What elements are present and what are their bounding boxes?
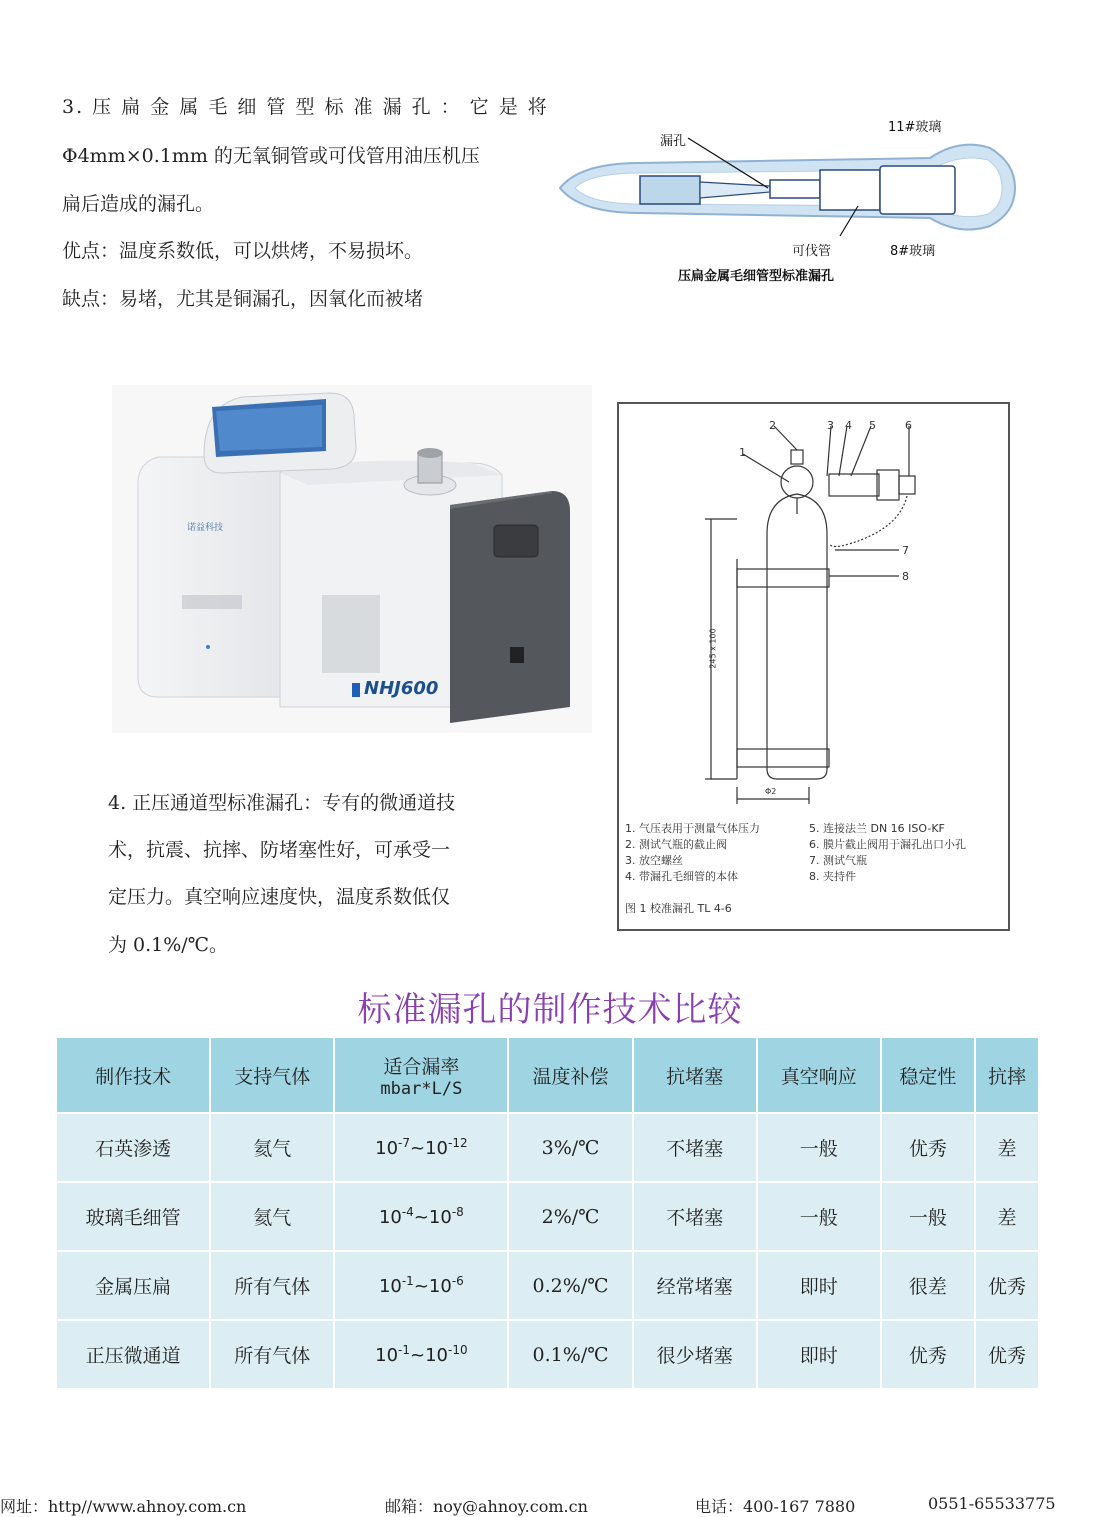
- cell-rate: $10^{-4}\sim 10^{-8}$: [335, 1181, 507, 1250]
- cell-vacuum: 一般: [758, 1181, 880, 1250]
- cell-drop: 优秀: [976, 1319, 1038, 1388]
- rate-lo: 10: [375, 1138, 399, 1159]
- header-tech: 制作技术: [57, 1038, 209, 1112]
- cell-gas: 所有气体: [211, 1250, 333, 1319]
- section3-pros: 优点：温度系数低，可以烘烤，不易损坏。: [62, 240, 424, 262]
- header-stability: 稳定性: [882, 1038, 974, 1112]
- cell-clog: 很少堵塞: [634, 1319, 756, 1388]
- cell-clog: 不堵塞: [634, 1112, 756, 1181]
- legend-item-1: 1. 气压表用于测量气体压力: [625, 822, 760, 835]
- rate-lo-exp: -1: [401, 1274, 414, 1288]
- footer-phone: 电话：400-167 7880: [695, 1497, 856, 1516]
- section4-line-2: 术，抗震、抗摔、防堵塞性好，可承受一: [108, 839, 451, 861]
- capillary-diagram: [540, 108, 1040, 288]
- cell-drop: 差: [976, 1112, 1038, 1181]
- cell-clog: 不堵塞: [634, 1181, 756, 1250]
- machine-image: [112, 385, 592, 733]
- calibration-leak-drawing: [619, 404, 1008, 804]
- cell-temp: 2%/℃: [509, 1181, 631, 1250]
- comparison-table: [55, 1038, 1040, 1388]
- rate-lo-exp: -4: [401, 1205, 414, 1219]
- section3-line-2: Φ4mm×0.1mm 的无氧铜管或可伐管用油压机压: [62, 145, 480, 167]
- figure-calibration-leak: [617, 402, 1010, 931]
- rate-lo-exp: -1: [398, 1343, 410, 1357]
- rate-hi: 10: [425, 1138, 448, 1159]
- cell-tech: 石英渗透: [57, 1112, 209, 1181]
- callout-7: 7: [902, 544, 909, 557]
- dim-width: Φ2: [765, 787, 777, 796]
- rate-lo: 10: [375, 1345, 399, 1366]
- header-rate-label: 适合漏率: [383, 1055, 460, 1078]
- legend-item-5: 5. 连接法兰 DN 16 ISO-KF: [809, 822, 945, 835]
- cell-rate: $10^{-1}\sim 10^{-10}$: [335, 1319, 507, 1388]
- section3-line-3: 扁后造成的漏孔。: [62, 193, 215, 215]
- section3-cons: 缺点：易堵，尤其是铜漏孔，因氧化而被堵: [62, 288, 424, 310]
- cell-temp: 0.1%/℃: [509, 1319, 631, 1388]
- cell-stability: 优秀: [882, 1112, 974, 1181]
- cell-temp: 0.2%/℃: [509, 1250, 631, 1319]
- legend-item-3: 3. 放空螺丝: [625, 854, 683, 867]
- machine-logo: 诺益科技: [187, 523, 224, 533]
- figure1-caption: 压扁金属毛细管型标准漏孔: [678, 269, 835, 284]
- rate-lo-exp: -7: [398, 1136, 410, 1150]
- header-gas: 支持气体: [211, 1038, 333, 1112]
- cell-stability: 一般: [882, 1181, 974, 1250]
- rate-hi-exp: -12: [448, 1136, 468, 1150]
- cell-vacuum: 一般: [758, 1112, 880, 1181]
- footer-website: 网址：http//www.ahnoy.com.cn: [0, 1497, 247, 1516]
- section4-line-1: 4. 正压通道型标准漏孔：专有的微通道技: [108, 792, 456, 814]
- callout-6: 6: [905, 419, 912, 432]
- machine-brand: NHJ600: [364, 678, 439, 699]
- rate-lo: 10: [378, 1207, 402, 1228]
- cell-stability: 优秀: [882, 1319, 974, 1388]
- cell-rate: $10^{-7}\sim 10^{-12}$: [335, 1112, 507, 1181]
- cell-tech: 金属压扁: [57, 1250, 209, 1319]
- callout-1: 1: [739, 446, 746, 459]
- rate-hi-exp: -10: [448, 1343, 468, 1357]
- header-rate: [335, 1038, 507, 1112]
- cell-tech: 玻璃毛细管: [57, 1181, 209, 1250]
- dim-height: 245 x 100: [708, 628, 718, 669]
- footer-email: 邮箱：noy@ahnoy.com.cn: [385, 1497, 588, 1516]
- legend-item-8: 8. 夹持件: [809, 870, 856, 883]
- legend-item-2: 2. 测试气瓶的截止阀: [625, 838, 727, 851]
- leak-detector-illustration: [112, 385, 592, 733]
- table-row: [57, 1319, 1038, 1388]
- label-kovar: 可伐管: [792, 244, 832, 259]
- callout-5: 5: [869, 419, 876, 432]
- label-leak: 漏孔: [660, 134, 687, 149]
- cell-rate: $10^{-1}\sim 10^{-6}$: [335, 1250, 507, 1319]
- section3-line-1: 3. 压 扁 金 属 毛 细 管 型 标 准 漏 孔 ： 它 是 将: [62, 96, 549, 118]
- cell-vacuum: 即时: [758, 1319, 880, 1388]
- label-glass-11: 11#玻璃: [888, 120, 942, 135]
- rate-hi-exp: -6: [451, 1274, 464, 1288]
- header-clog: 抗堵塞: [634, 1038, 756, 1112]
- cell-gas: 氦气: [211, 1181, 333, 1250]
- cell-vacuum: 即时: [758, 1250, 880, 1319]
- cell-gas: 氦气: [211, 1112, 333, 1181]
- rate-hi-exp: -8: [451, 1205, 464, 1219]
- callout-8: 8: [902, 570, 909, 583]
- rate-hi: 10: [428, 1207, 452, 1228]
- cell-gas: 所有气体: [211, 1319, 333, 1388]
- table-row: [57, 1250, 1038, 1319]
- callout-2: 2: [769, 419, 776, 432]
- cell-drop: 差: [976, 1181, 1038, 1250]
- legend-item-4: 4. 带漏孔毛细管的本体: [625, 870, 738, 883]
- label-glass-8: 8#玻璃: [890, 244, 936, 259]
- legend-item-7: 7. 测试气瓶: [809, 854, 867, 867]
- section4-line-3: 定压力。真空响应速度快，温度系数低仅: [108, 886, 451, 908]
- header-vacuum: 真空响应: [758, 1038, 880, 1112]
- table-row: [57, 1181, 1038, 1250]
- cell-temp: 3%/℃: [509, 1112, 631, 1181]
- footer-phone-2: 0551-65533775: [928, 1494, 1056, 1513]
- table-row: [57, 1112, 1038, 1181]
- rate-hi: 10: [428, 1276, 452, 1297]
- cell-drop: 优秀: [976, 1250, 1038, 1319]
- callout-3: 3: [827, 419, 834, 432]
- cell-stability: 很差: [882, 1250, 974, 1319]
- callout-4: 4: [845, 419, 852, 432]
- cell-clog: 经常堵塞: [634, 1250, 756, 1319]
- header-temp: 温度补偿: [509, 1038, 631, 1112]
- rate-hi: 10: [425, 1345, 448, 1366]
- header-drop: 抗摔: [976, 1038, 1038, 1112]
- legend-item-6: 6. 膜片截止阀用于漏孔出口小孔: [809, 838, 966, 851]
- section4-line-4: 为 0.1%/℃。: [108, 934, 228, 956]
- table-title: 标准漏孔的制作技术比较: [357, 990, 743, 1030]
- figure-flattened-capillary: [540, 108, 1040, 288]
- cell-tech: 正压微通道: [57, 1319, 209, 1388]
- figure2-caption: 图 1 校准漏孔 TL 4-6: [625, 902, 732, 915]
- table-header-row: [57, 1038, 1038, 1112]
- header-rate-unit: mbar*L/S: [380, 1078, 463, 1099]
- rate-lo: 10: [378, 1276, 402, 1297]
